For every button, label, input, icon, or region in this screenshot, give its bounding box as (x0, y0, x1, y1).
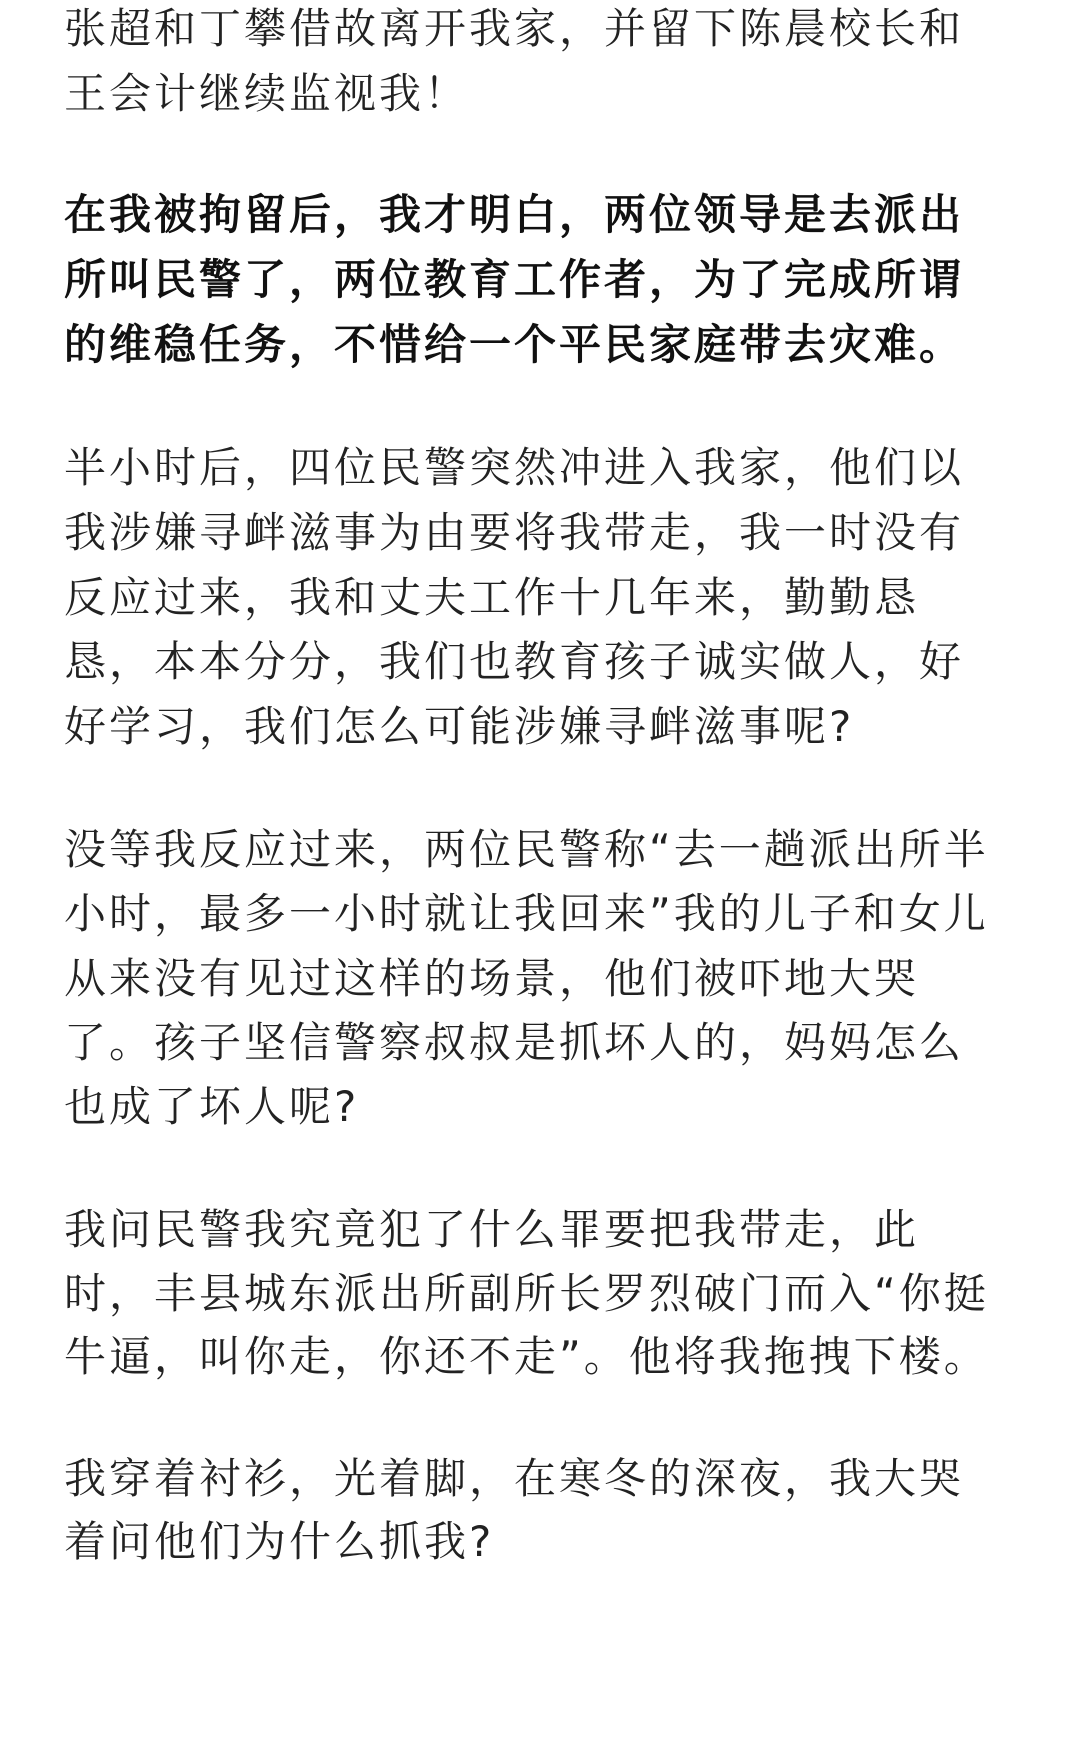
paragraph-2-line-1: 在我被拘留后，我才明白，两位领导是去派出 (64, 190, 965, 239)
paragraph-4-line-4: 了。孩子坚信警察叔叔是抓坏人的，妈妈怎么 (64, 1018, 965, 1067)
paragraph-3-line-3: 反应过来，我和丈夫工作十几年来，勤勤恳 (64, 573, 920, 622)
paragraph-5-line-1: 我问民警我究竟犯了什么罪要把我带走，此 (64, 1205, 920, 1254)
paragraph-2-line-3: 的维稳任务，不惜给一个平民家庭带去灾难。 (64, 320, 965, 369)
paragraph-5-line-2: 时，丰县城东派出所副所长罗烈破门而入“你挺 (64, 1269, 989, 1318)
paragraph-4-line-1: 没等我反应过来，两位民警称“去一趟派出所半 (64, 825, 989, 874)
paragraph-3-line-2: 我涉嫌寻衅滋事为由要将我带走，我一时没有 (64, 508, 965, 557)
paragraph-6-line-1: 我穿着衬衫，光着脚，在寒冬的深夜，我大哭 (64, 1454, 965, 1503)
paragraph-3-line-5: 好学习，我们怎么可能涉嫌寻衅滋事呢? (64, 702, 855, 751)
paragraph-2-line-2: 所叫民警了，两位教育工作者，为了完成所谓 (64, 255, 965, 304)
paragraph-4-line-2: 小时，最多一小时就让我回来”我的儿子和女儿 (64, 889, 989, 938)
paragraph-4-line-3: 从来没有见过这样的场景，他们被吓地大哭 (64, 954, 920, 1003)
paragraph-6-line-2: 着问他们为什么抓我? (64, 1517, 495, 1566)
paragraph-3-line-4: 恳，本本分分，我们也教育孩子诚实做人，好 (64, 637, 965, 686)
paragraph-1-line-1: 张超和丁攀借故离开我家，并留下陈晨校长和 (64, 4, 965, 53)
paragraph-5-line-3: 牛逼，叫你走，你还不走”。他将我拖拽下楼。 (64, 1332, 989, 1381)
paragraph-4-line-5: 也成了坏人呢? (64, 1082, 360, 1131)
paragraph-3-line-1: 半小时后，四位民警突然冲进入我家，他们以 (64, 443, 965, 492)
paragraph-1-line-2: 王会计继续监视我！ (64, 69, 470, 118)
